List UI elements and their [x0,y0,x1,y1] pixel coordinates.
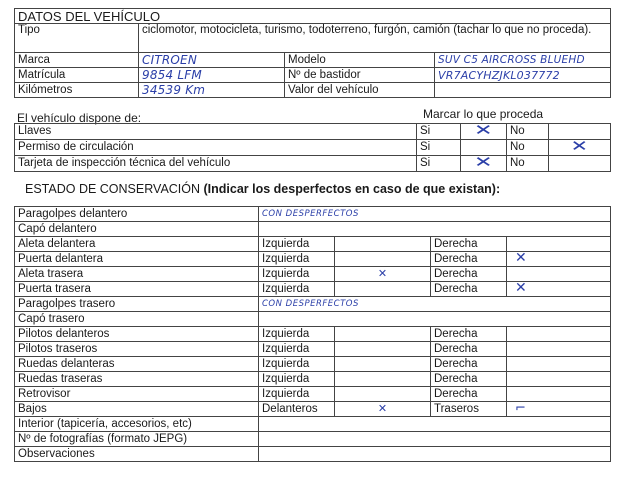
estado-row-label: Capó delantero [15,222,259,237]
left-check[interactable] [335,357,431,372]
estado-row-label: Nº de fotografías (formato JEPG) [15,432,259,447]
x-mark-icon: ✕ [377,267,388,280]
x-mark-icon: ✕ [377,402,388,415]
left-check[interactable] [335,267,431,282]
x-mark-icon: ✕ [515,281,527,296]
estado-row-label: Ruedas delanteras [15,357,259,372]
estado-row [15,207,611,222]
estado-row-label: Puerta trasera [15,282,259,297]
estado-note[interactable]: CON DESPERFECTOS [259,297,611,312]
estado-note[interactable]: CON DESPERFECTOS [259,207,611,222]
estado-title: ESTADO DE CONSERVACIÓN [25,182,201,196]
left-label: Izquierda [259,267,335,282]
dispone-no-label: No [507,140,549,156]
estado-title-line [25,182,500,196]
marcar-label: Marcar lo que proceda [423,107,544,121]
estado-row [15,357,611,372]
estado-row [15,297,611,312]
dispone-table [14,123,611,172]
dispone-yes-label: Si [417,156,461,172]
right-label: Derecha [431,357,507,372]
valor-label: Valor del vehículo [285,83,435,98]
left-check[interactable] [335,372,431,387]
dispone-yes-label: Si [417,140,461,156]
left-label: Izquierda [259,357,335,372]
right-label: Derecha [431,342,507,357]
estado-row-label: Paragolpes delantero [15,207,259,222]
right-label: Traseros [431,402,507,417]
estado-row-label: Interior (tapicería, accesorios, etc) [15,417,259,432]
km-value[interactable]: 34539 Km [139,83,285,98]
estado-row [15,342,611,357]
matricula-value[interactable]: 9854 LFM [139,68,285,83]
vehicle-section-title: DATOS DEL VEHÍCULO [15,9,611,24]
x-mark-icon: ✕ [474,123,493,139]
left-label: Izquierda [259,282,335,297]
estado-row [15,282,611,297]
estado-row [15,417,611,432]
estado-row-label: Observaciones [15,447,259,462]
dispone-yes-label: Si [417,124,461,140]
marca-value[interactable]: CITROEN [139,53,285,68]
estado-row [15,402,611,417]
right-check[interactable] [507,357,611,372]
right-label: Derecha [431,282,507,297]
estado-row-label: Pilotos traseros [15,342,259,357]
left-check[interactable] [335,327,431,342]
right-check[interactable] [507,342,611,357]
estado-row [15,267,611,282]
estado-row-label: Bajos [15,402,259,417]
estado-note[interactable] [259,447,611,462]
estado-row-label: Puerta delantera [15,252,259,267]
left-check[interactable] [335,342,431,357]
x-mark-icon: ✕ [515,251,527,266]
estado-row-label: Aleta trasera [15,267,259,282]
dispone-no-check[interactable] [549,140,611,156]
estado-row [15,222,611,237]
dispone-yes-check[interactable] [461,140,507,156]
estado-subtitle: (Indicar los desperfectos en caso de que existan): [203,182,501,196]
tipo-label: Tipo [15,24,139,53]
tipo-value: ciclomotor, motocicleta, turismo, todoterreno, furgón, camión (tachar lo que no proceda). [139,24,611,53]
dispone-no-check[interactable] [549,124,611,140]
bastidor-value[interactable]: VR7ACYHZJKL037772 [435,68,611,83]
left-label: Delanteros [259,402,335,417]
left-label: Izquierda [259,252,335,267]
left-label: Izquierda [259,372,335,387]
estado-row [15,372,611,387]
estado-row [15,387,611,402]
estado-row [15,327,611,342]
left-label: Izquierda [259,342,335,357]
right-check[interactable] [507,327,611,342]
dispone-no-check[interactable] [549,156,611,172]
dispone-item-label: Tarjeta de inspección técnica del vehículo [15,156,417,172]
estado-note[interactable] [259,312,611,327]
right-label: Derecha [431,327,507,342]
estado-note[interactable] [259,432,611,447]
x-mark-icon: ✕ [570,139,589,155]
right-check[interactable] [507,282,611,297]
estado-table [14,206,611,462]
left-check[interactable] [335,237,431,252]
estado-row-label: Retrovisor [15,387,259,402]
vehicle-data-table [14,8,611,98]
left-check[interactable] [335,387,431,402]
km-label: Kilómetros [15,83,139,98]
right-check[interactable] [507,387,611,402]
dispone-row [15,140,611,156]
right-check[interactable] [507,372,611,387]
estado-row [15,237,611,252]
valor-value[interactable] [435,83,611,98]
right-check[interactable] [507,237,611,252]
x-mark-icon: ✕ [474,155,493,171]
dispone-row [15,156,611,172]
right-label: Derecha [431,237,507,252]
marca-label: Marca [15,53,139,68]
right-label: Derecha [431,267,507,282]
estado-row-label: Aleta delantera [15,237,259,252]
right-label: Derecha [431,252,507,267]
modelo-label: Modelo [285,53,435,68]
modelo-value[interactable]: SUV C5 AIRCROSS BLUEHD [435,53,611,68]
right-check[interactable] [507,252,611,267]
left-check[interactable] [335,252,431,267]
right-check[interactable] [507,267,611,282]
matricula-label: Matrícula [15,68,139,83]
dispone-row [15,124,611,140]
estado-row [15,447,611,462]
left-check[interactable] [335,282,431,297]
dispone-title: El vehículo dispone de: [17,111,142,125]
right-check[interactable] [507,402,611,417]
check-mark-icon: ⌐ [515,401,526,416]
estado-note[interactable] [259,417,611,432]
left-check[interactable] [335,402,431,417]
dispone-yes-check[interactable] [461,156,507,172]
bastidor-label: Nº de bastidor [285,68,435,83]
dispone-yes-check[interactable] [461,124,507,140]
estado-row [15,312,611,327]
dispone-no-label: No [507,124,549,140]
left-label: Izquierda [259,387,335,402]
dispone-item-label: Llaves [15,124,417,140]
estado-row-label: Paragolpes trasero [15,297,259,312]
estado-row [15,432,611,447]
estado-row [15,252,611,267]
estado-row-label: Ruedas traseras [15,372,259,387]
dispone-item-label: Permiso de circulación [15,140,417,156]
right-label: Derecha [431,387,507,402]
estado-note[interactable] [259,222,611,237]
left-label: Izquierda [259,327,335,342]
right-label: Derecha [431,372,507,387]
estado-row-label: Capó trasero [15,312,259,327]
left-label: Izquierda [259,237,335,252]
estado-row-label: Pilotos delanteros [15,327,259,342]
dispone-no-label: No [507,156,549,172]
